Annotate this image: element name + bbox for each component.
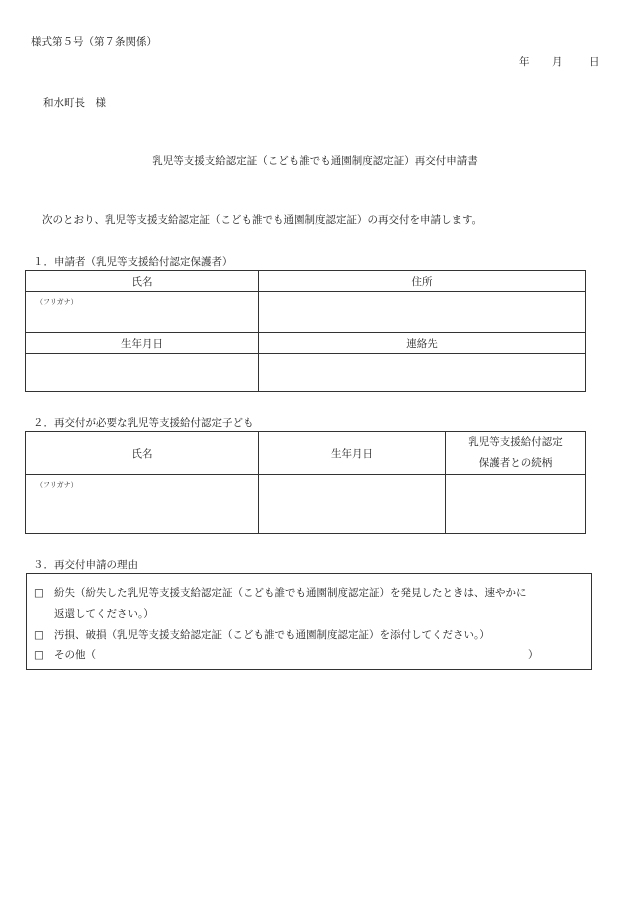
reason-lost-text: 紛失（紛失した乳児等支援支給認定証（こども誰でも通園制度認定証）を発見したときは、速やかに (54, 587, 527, 599)
form-number: 様式第５号（第７条関係） (31, 36, 157, 48)
child-relation-header (446, 432, 586, 475)
reason-lost-text-line2: 返還してください。） (54, 608, 154, 620)
child-table (25, 431, 586, 534)
applicant-birthdate-header: 生年月日 (26, 333, 259, 354)
applicant-table (25, 270, 586, 392)
applicant-birthdate-cell[interactable] (26, 354, 259, 392)
applicant-address-cell[interactable] (259, 292, 586, 333)
child-name-header: 氏名 (26, 432, 259, 475)
relation-header-line1: 乳児等支援給付認定 (468, 436, 563, 448)
section2-heading: ２．再交付が必要な乳児等支援給付認定子ども (33, 417, 254, 429)
section3-heading: ３．再交付申請の理由 (33, 559, 138, 571)
furigana-label: （フリガナ） (36, 298, 78, 306)
furigana-label: （フリガナ） (36, 481, 78, 489)
child-birthdate-cell[interactable] (259, 475, 446, 534)
reason-other-close-paren: ） (528, 649, 539, 661)
reasons-box (26, 573, 592, 670)
checkbox-icon[interactable]: □ (34, 649, 44, 661)
section1-heading: １．申請者（乳児等支援給付認定保護者） (33, 256, 233, 268)
checkbox-icon[interactable]: □ (34, 587, 44, 599)
reason-lost[interactable] (34, 585, 527, 600)
child-birthdate-header: 生年月日 (259, 432, 446, 475)
intro-text: 次のとおり、乳児等支援支給認定証（こども誰でも通園制度認定証）の再交付を申請します。 (42, 214, 483, 226)
reason-damaged[interactable] (34, 627, 490, 642)
reason-damaged-text: 汚損、破損（乳児等支援支給認定証（こども誰でも通園制度認定証）を添付してください。） (54, 629, 490, 641)
child-name-cell[interactable] (26, 475, 259, 534)
reason-other-label: その他（ (54, 649, 96, 661)
applicant-contact-cell[interactable] (259, 354, 586, 392)
date-month-label: 月 (552, 56, 563, 68)
relation-header-line2: 保護者との続柄 (478, 457, 553, 469)
applicant-contact-header: 連絡先 (259, 333, 586, 354)
addressee: 和水町長 様 (43, 97, 106, 109)
child-relation-cell[interactable] (446, 475, 586, 534)
checkbox-icon[interactable]: □ (34, 629, 44, 641)
reason-lost-continued (34, 606, 154, 621)
page-title: 乳児等支援支給認定証（こども誰でも通園制度認定証）再交付申請書 (152, 155, 478, 167)
applicant-name-header: 氏名 (26, 271, 259, 292)
date-day-label: 日 (589, 56, 600, 68)
reason-other[interactable] (34, 647, 96, 662)
applicant-name-cell[interactable] (26, 292, 259, 333)
date-year-label: 年 (519, 56, 530, 68)
applicant-address-header: 住所 (259, 271, 586, 292)
